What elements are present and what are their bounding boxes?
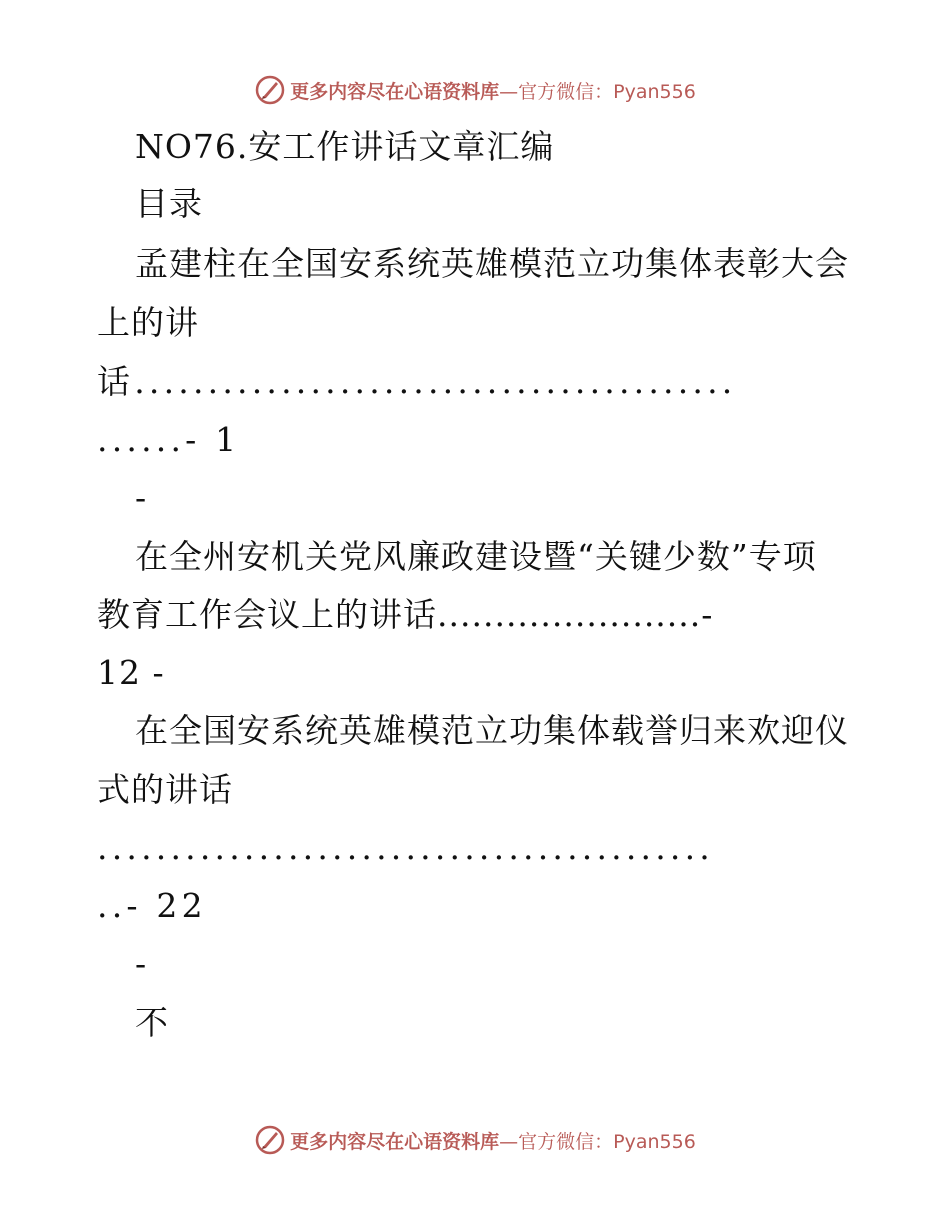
toc-entry-2-line-1: 在全州安机关党风廉政建设暨“关键少数”专项 xyxy=(135,537,817,576)
quill-logo-icon xyxy=(254,74,286,106)
trailing-text: 不 xyxy=(135,1003,169,1042)
toc-entry-1-line-5: - xyxy=(135,478,148,517)
toc-entry-3-line-2: 式的讲话 xyxy=(97,770,233,809)
toc-entry-2-page-number: 12 - xyxy=(97,653,165,692)
toc-entry-1-page-number: ......- 1 xyxy=(97,420,241,459)
toc-entry-2-line-2: 教育工作会议上的讲话.......................- xyxy=(97,595,714,634)
banner-main-text: 更多内容尽在心语资料库 xyxy=(290,80,500,103)
toc-entry-3-line-5: - xyxy=(135,944,148,983)
footer-banner xyxy=(0,1120,950,1160)
toc-entry-1-line-1: 孟建柱在全国安系统英雄模范立功集体表彰大会 xyxy=(135,244,849,283)
toc-entry-3-line-3: .......................................... xyxy=(97,828,714,867)
toc-entry-1-line-3: 话......................................... xyxy=(97,362,737,401)
document-title: NO76.安工作讲话文章汇编 xyxy=(135,127,555,166)
quill-logo-icon xyxy=(254,1124,286,1156)
banner-main-text: 更多内容尽在心语资料库 xyxy=(290,1130,500,1153)
toc-heading: 目录 xyxy=(135,184,203,223)
toc-entry-1-line-2: 上的讲 xyxy=(97,303,199,342)
banner-contact-text: —官方微信：Pyan556 xyxy=(499,80,696,103)
toc-entry-3-page-number: ..- 22 xyxy=(97,886,207,925)
toc-entry-3-line-1: 在全国安系统英雄模范立功集体载誉归来欢迎仪 xyxy=(135,711,849,750)
banner-contact-text: —官方微信：Pyan556 xyxy=(499,1130,696,1153)
header-banner xyxy=(0,70,950,110)
